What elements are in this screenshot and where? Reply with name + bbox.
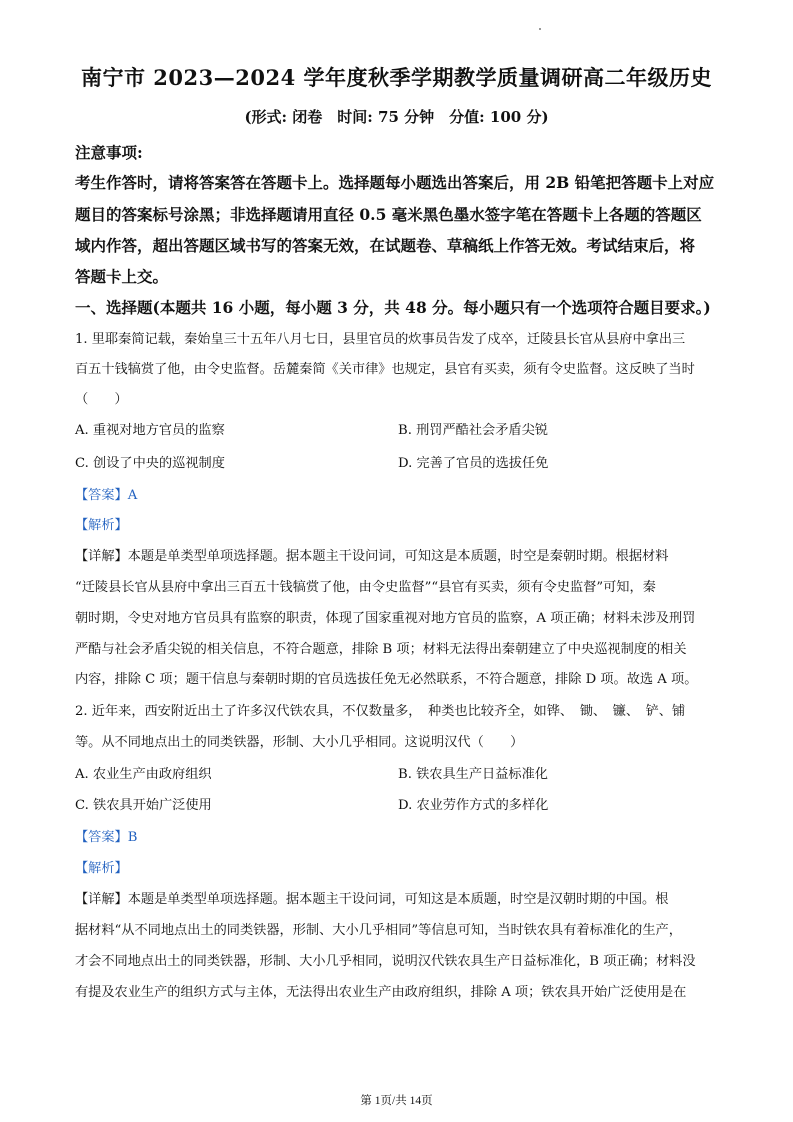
question-1-stem: 1. 里耶秦简记载，秦始皇三十五年八月七日，县里官员的炊事员告发了戍卒，迁陵县长官从县府中拿出三 xyxy=(75,332,686,347)
question-2-detail: 有提及农业生产的组织方式与主体，无法得出农业生产由政府组织，排除 A 项；铁农具开始广泛使用是在 xyxy=(75,985,687,1000)
notice-line: 题目的答案标号涂黑；非选择题请用直径 0.5 毫米黑色墨水签字笔在答题卡上各题的答题区 xyxy=(75,205,702,224)
question-1-answer: 【答案】A xyxy=(75,488,138,503)
question-1-detail: 【详解】本题是单类型单项选择题。据本题主干设问词，可知这是本质题，时空是秦朝时期。根据材料 xyxy=(75,549,669,564)
question-2-detail: 才会不同地点出土的同类铁器，形制、大小几乎相同，说明汉代铁农具生产日益标准化，B 项正确；材料没 xyxy=(75,954,696,969)
question-1-option-a: A. 重视对地方官员的监察 xyxy=(75,423,225,438)
notice-line: 域内作答，超出答题区域书写的答案无效，在试题卷、草稿纸上作答无效。考试结束后，将 xyxy=(75,236,696,255)
question-1-option-d: D. 完善了官员的选拔任免 xyxy=(398,456,549,471)
page-title: 南宁市 2023—2024 学年度秋季学期教学质量调研高二年级历史 xyxy=(80,65,712,90)
question-2-option-b: B. 铁农具生产日益标准化 xyxy=(398,767,548,782)
page-number: 第 1页/共 14页 xyxy=(360,1095,433,1107)
question-2-analysis-tag: 【解析】 xyxy=(75,861,128,876)
question-1-detail: 严酷与社会矛盾尖锐的相关信息，不符合题意，排除 B 项；材料无法得出秦朝建立了中央巡视制度的相关 xyxy=(75,642,687,657)
question-2-option-d: D. 农业劳作方式的多样化 xyxy=(398,798,549,813)
exam-format: (形式: 闭卷 时间: 75 分钟 分值: 100 分) xyxy=(244,108,549,126)
question-1-analysis-tag: 【解析】 xyxy=(75,518,128,533)
notice-line: 答题卡上交。 xyxy=(75,267,169,286)
question-1-detail: “迁陵县长官从县府中拿出三百五十钱犒赏了他，由令史监督”“县官有买卖，须有令史监督”可知，秦 xyxy=(75,580,656,595)
question-2-stem: 等。从不同地点出土的同类铁器，形制、大小几乎相同。这说明汉代（ ） xyxy=(75,735,524,750)
question-2-detail: 【详解】本题是单类型单项选择题。据本题主干设问词，可知这是本质题，时空是汉朝时期的中国。根 xyxy=(75,892,669,907)
question-1-detail: 朝时期，令史对地方官员具有监察的职责，体现了国家重视对地方官员的监察，A 项正确；材料未涉及刑罚 xyxy=(75,611,696,626)
question-2-option-c: C. 铁农具开始广泛使用 xyxy=(75,798,212,813)
question-1-stem: 百五十钱犒赏了他，由令史监督。岳麓秦简《关市律》也规定，县官有买卖，须有令史监督。这反映了当时 xyxy=(75,362,695,377)
question-1-option-b: B. 刑罚严酷社会矛盾尖锐 xyxy=(398,423,548,438)
question-1-stem: （ ） xyxy=(75,392,128,407)
notice-heading: 注意事项: xyxy=(75,143,143,162)
section-heading: 一、选择题(本题共 16 小题，每小题 3 分，共 48 分。每小题只有一个选项符合题目要求。) xyxy=(75,298,711,317)
question-2-option-a: A. 农业生产由政府组织 xyxy=(75,767,212,782)
scan-dot xyxy=(539,28,541,30)
question-2-detail: 据材料“从不同地点出土的同类铁器，形制、大小几乎相同”等信息可知，当时铁农具有着标准化的生产， xyxy=(75,923,682,938)
question-2-stem: 2. 近年来，西安附近出土了许多汉代铁农具，不仅数量多， 种类也比较齐全，如铧、 锄、 镰、 铲、铺 xyxy=(75,704,686,719)
question-1-detail: 内容，排除 C 项；题干信息与秦朝时期的官员选拔任免无必然联系，不符合题意，排除 D 项。故选 A 项。 xyxy=(75,672,698,687)
notice-line: 考生作答时，请将答案答在答题卡上。选择题每小题选出答案后，用 2B 铅笔把答题卡上对应 xyxy=(75,173,715,192)
question-2-answer: 【答案】B xyxy=(75,830,138,845)
question-1-option-c: C. 创设了中央的巡视制度 xyxy=(75,456,225,471)
